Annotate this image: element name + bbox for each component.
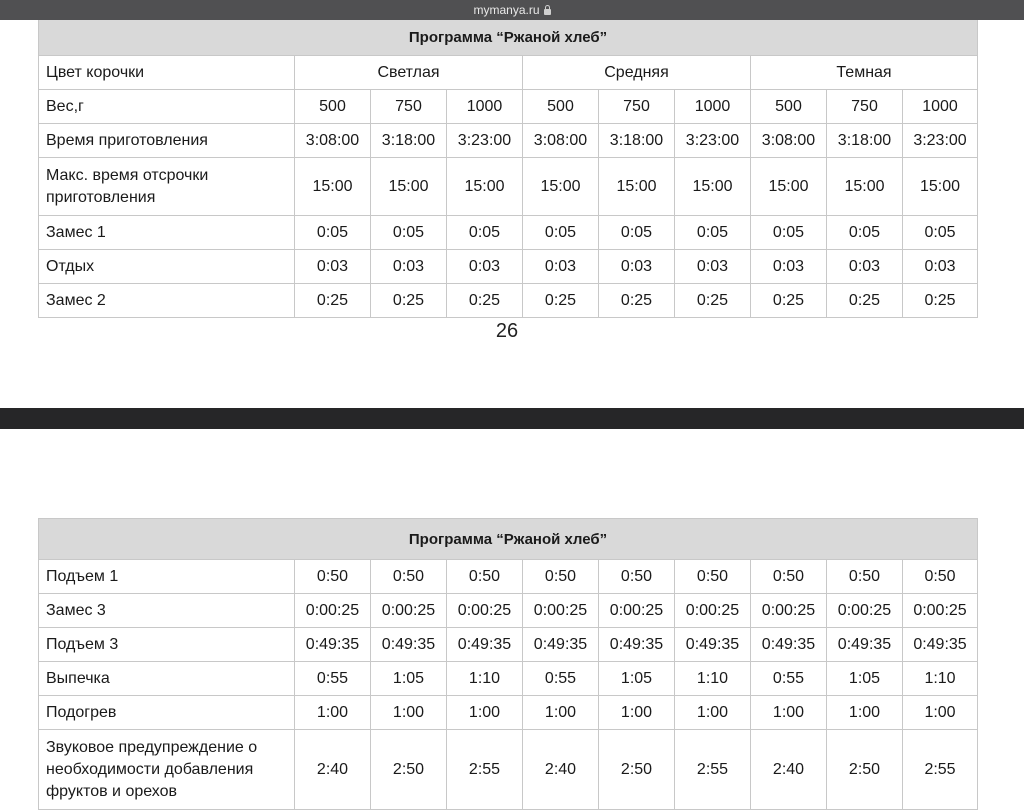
table-cell: 0:25 — [295, 284, 371, 318]
table-cell: 1:05 — [371, 662, 447, 696]
table-cell: 0:49:35 — [903, 628, 978, 662]
table-row — [39, 158, 978, 216]
row-label: Звуковое предупреждение о необходимости добавления фруктов и орехов — [39, 730, 295, 810]
table-cell: 500 — [751, 90, 827, 124]
table-cell: 2:50 — [371, 730, 447, 810]
table-cell: 15:00 — [751, 158, 827, 216]
table-cell: 1:00 — [903, 696, 978, 730]
crust-color-light: Светлая — [295, 56, 523, 90]
program-table-2 — [38, 518, 978, 810]
table-cell: 0:00:25 — [675, 594, 751, 628]
table-cell: 3:08:00 — [751, 124, 827, 158]
table-cell: 3:23:00 — [447, 124, 523, 158]
table-cell: 1:05 — [599, 662, 675, 696]
table-cell: 0:49:35 — [751, 628, 827, 662]
row-label: Макс. время отсрочки приготовления — [39, 158, 295, 216]
table-cell: 0:03 — [371, 250, 447, 284]
table-cell: 1:10 — [903, 662, 978, 696]
table-cell: 0:05 — [903, 216, 978, 250]
crust-color-dark: Темная — [751, 56, 978, 90]
table-cell: 0:05 — [827, 216, 903, 250]
table-cell: 1:05 — [827, 662, 903, 696]
row-label: Цвет корочки — [39, 56, 295, 90]
table-cell: 0:03 — [751, 250, 827, 284]
table-cell: 2:50 — [599, 730, 675, 810]
table-cell: 2:55 — [903, 730, 978, 810]
table-cell: 500 — [523, 90, 599, 124]
table-cell: 3:18:00 — [371, 124, 447, 158]
table-row — [39, 56, 978, 90]
table-row — [39, 284, 978, 318]
table-cell: 1000 — [675, 90, 751, 124]
table-row — [39, 216, 978, 250]
row-label: Замес 1 — [39, 216, 295, 250]
table-cell: 0:55 — [751, 662, 827, 696]
table-cell: 3:08:00 — [523, 124, 599, 158]
table-cell: 15:00 — [523, 158, 599, 216]
table-cell: 1:00 — [447, 696, 523, 730]
table-cell: 0:49:35 — [371, 628, 447, 662]
table-cell: 0:03 — [523, 250, 599, 284]
row-label: Время приготовления — [39, 124, 295, 158]
table-cell: 2:40 — [523, 730, 599, 810]
table-cell: 15:00 — [599, 158, 675, 216]
table-cell: 750 — [827, 90, 903, 124]
table-cell: 0:05 — [599, 216, 675, 250]
table-cell: 15:00 — [295, 158, 371, 216]
table-cell: 0:25 — [523, 284, 599, 318]
table-cell: 0:50 — [751, 560, 827, 594]
table-cell: 0:05 — [751, 216, 827, 250]
table-cell: 2:55 — [675, 730, 751, 810]
table-row — [39, 662, 978, 696]
program-table-1 — [38, 20, 978, 318]
table-cell: 0:25 — [599, 284, 675, 318]
table-cell: 0:00:25 — [523, 594, 599, 628]
table-cell: 2:50 — [827, 730, 903, 810]
table-cell: 0:03 — [827, 250, 903, 284]
table-cell: 0:49:35 — [295, 628, 371, 662]
table-cell: 0:55 — [295, 662, 371, 696]
table-cell: 3:08:00 — [295, 124, 371, 158]
table-cell: 0:50 — [295, 560, 371, 594]
table-cell: 15:00 — [447, 158, 523, 216]
crust-color-medium: Средняя — [523, 56, 751, 90]
table-cell: 15:00 — [371, 158, 447, 216]
row-label: Подъем 3 — [39, 628, 295, 662]
table-cell: 0:49:35 — [599, 628, 675, 662]
row-label: Отдых — [39, 250, 295, 284]
table-row — [39, 250, 978, 284]
table-cell: 0:00:25 — [827, 594, 903, 628]
table-cell: 500 — [295, 90, 371, 124]
row-label: Вес,г — [39, 90, 295, 124]
table-cell: 1:00 — [827, 696, 903, 730]
table-cell: 750 — [371, 90, 447, 124]
table-cell: 1000 — [903, 90, 978, 124]
table-row — [39, 696, 978, 730]
table-cell: 0:25 — [751, 284, 827, 318]
table-cell: 0:50 — [371, 560, 447, 594]
table-cell: 0:50 — [447, 560, 523, 594]
table-cell: 1:10 — [675, 662, 751, 696]
table-row — [39, 560, 978, 594]
table-cell: 1:00 — [675, 696, 751, 730]
table-cell: 3:23:00 — [675, 124, 751, 158]
table-cell: 0:49:35 — [827, 628, 903, 662]
table-cell: 2:40 — [295, 730, 371, 810]
table-cell: 0:05 — [371, 216, 447, 250]
table-cell: 0:49:35 — [675, 628, 751, 662]
table-cell: 0:49:35 — [447, 628, 523, 662]
row-label: Замес 3 — [39, 594, 295, 628]
table-cell: 0:00:25 — [751, 594, 827, 628]
table-cell: 1:00 — [599, 696, 675, 730]
table-cell: 0:55 — [523, 662, 599, 696]
table-cell: 0:50 — [599, 560, 675, 594]
table-cell: 1000 — [447, 90, 523, 124]
table-cell: 0:05 — [675, 216, 751, 250]
table-cell: 0:25 — [675, 284, 751, 318]
lock-icon — [544, 9, 551, 15]
table-title: Программа “Ржаной хлеб” — [39, 519, 978, 560]
browser-address-bar[interactable] — [0, 0, 1024, 20]
table-cell: 0:25 — [447, 284, 523, 318]
table-row — [39, 628, 978, 662]
table-cell: 1:00 — [751, 696, 827, 730]
table-cell: 0:50 — [903, 560, 978, 594]
table-cell: 0:00:25 — [447, 594, 523, 628]
table-cell: 3:18:00 — [827, 124, 903, 158]
table-cell: 0:05 — [447, 216, 523, 250]
table-cell: 15:00 — [675, 158, 751, 216]
table-cell: 0:00:25 — [371, 594, 447, 628]
table-cell: 0:03 — [599, 250, 675, 284]
table-cell: 0:05 — [523, 216, 599, 250]
table-cell: 0:00:25 — [295, 594, 371, 628]
row-label: Подогрев — [39, 696, 295, 730]
url-domain: mymanya.ru — [473, 3, 540, 17]
table-cell: 0:25 — [903, 284, 978, 318]
table-cell: 1:00 — [523, 696, 599, 730]
table-cell: 1:10 — [447, 662, 523, 696]
table-cell: 0:50 — [523, 560, 599, 594]
table-title: Программа “Ржаной хлеб” — [39, 20, 978, 56]
table-row — [39, 124, 978, 158]
table-cell: 1:00 — [371, 696, 447, 730]
table-cell: 0:00:25 — [599, 594, 675, 628]
page-divider — [0, 408, 1024, 429]
table-cell: 0:03 — [903, 250, 978, 284]
table-cell: 0:03 — [447, 250, 523, 284]
table-cell: 2:55 — [447, 730, 523, 810]
table-cell: 0:00:25 — [903, 594, 978, 628]
table-row — [39, 594, 978, 628]
table-cell: 0:03 — [675, 250, 751, 284]
row-label: Замес 2 — [39, 284, 295, 318]
table-cell: 15:00 — [827, 158, 903, 216]
table-cell: 3:18:00 — [599, 124, 675, 158]
table-row — [39, 730, 978, 810]
row-label: Выпечка — [39, 662, 295, 696]
page-number: 26 — [495, 320, 519, 342]
table-cell: 0:49:35 — [523, 628, 599, 662]
table-cell: 750 — [599, 90, 675, 124]
table-cell: 0:25 — [827, 284, 903, 318]
table-cell: 0:25 — [371, 284, 447, 318]
table-cell: 0:50 — [675, 560, 751, 594]
table-row — [39, 90, 978, 124]
table-cell: 0:05 — [295, 216, 371, 250]
row-label: Подъем 1 — [39, 560, 295, 594]
table-cell: 15:00 — [903, 158, 978, 216]
table-cell: 2:40 — [751, 730, 827, 810]
table-cell: 3:23:00 — [903, 124, 978, 158]
table-cell: 0:03 — [295, 250, 371, 284]
table-cell: 0:50 — [827, 560, 903, 594]
table-cell: 1:00 — [295, 696, 371, 730]
